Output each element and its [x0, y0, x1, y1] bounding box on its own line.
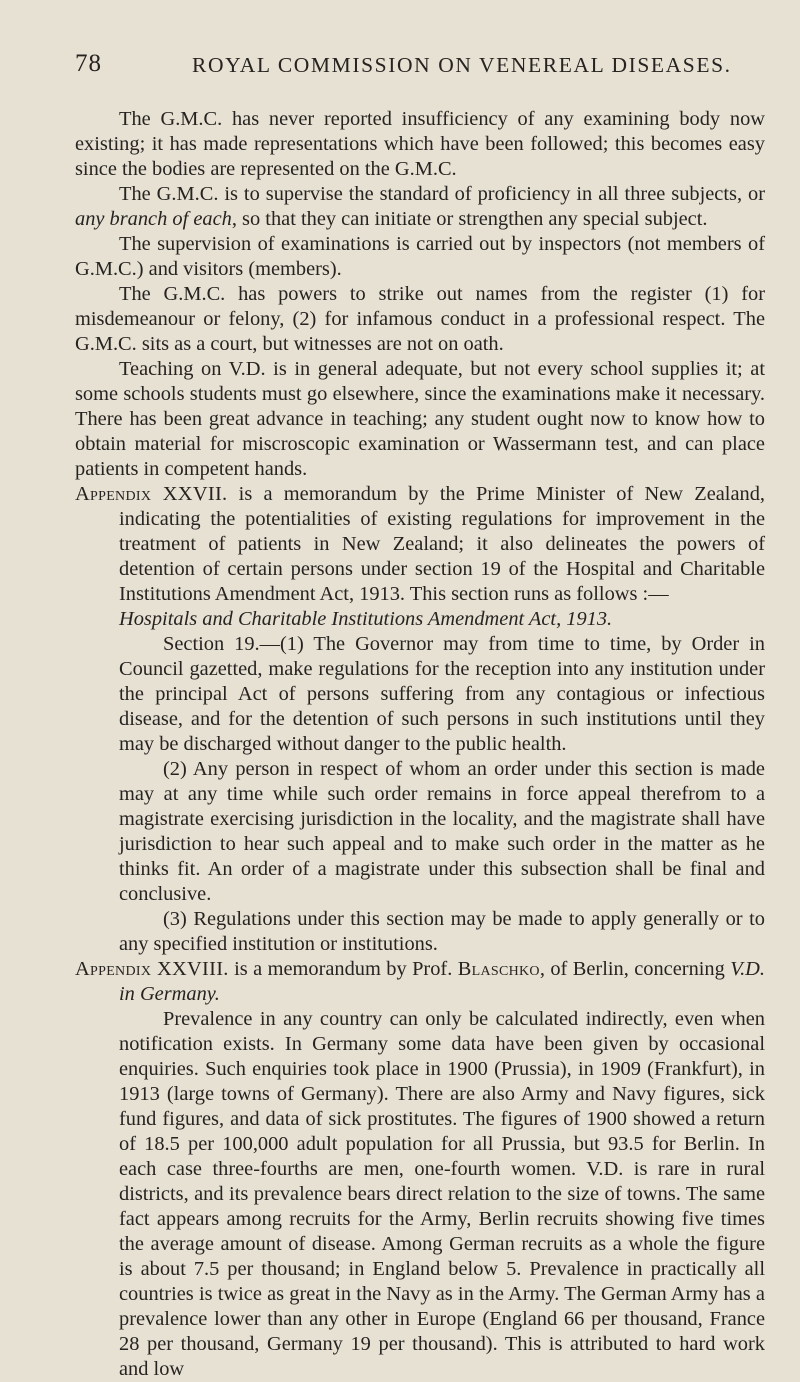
act-title: Hospitals and Charitable Institutions Amendment Act, 1913. [119, 608, 613, 630]
paragraph-vd-teaching: Teaching on V.D. is in general adequate, but not every school supplies it; at some schools students must go elsewhere, since the examinations make it necessary. There has been great advance in teaching; any student ought now to know how to obtain material for miscroscopic examination or Wassermann test, and can place patients in competent hands. [75, 358, 765, 480]
act-section-2: (2) Any person in respect of whom an order under this section is made may at any time while such order remains in force appeal therefrom to a magistrate exercising jurisdiction in the locality, and the magistrate shall have jurisdiction to hear such appeal and to make such order in the matter as he thinks fit. An order of a magistrate under this subsection shall be final and conclusive. [119, 758, 765, 905]
running-head: ROYAL COMMISSION ON VENEREAL DISEASES. [192, 53, 732, 77]
page-header [75, 50, 765, 90]
paragraph-gmc-examining-bodies: The G.M.C. has never reported insufficiency of any examining body now existing; it has made representations which have been followed; this becomes easy since the bodies are represented on the G.M.C. [75, 108, 765, 180]
appendix-text: is a memorandum by the Prime Minister of New Zealand, indicating the potentialities of existing regulations for improvement in the treatment of patients in New Zealand; it also delineates the powers of detention of certain persons under section 19 of the Hospital and Charitable Institutions Amendment Act, 1913. This section runs as follows :— [119, 483, 766, 605]
appendix-xxviii-intro [75, 957, 765, 1007]
appendix-label: Appendix XXVII. [75, 483, 228, 505]
appendix-xxvii-intro [75, 482, 765, 607]
author-name: Blaschko [457, 958, 540, 980]
appendix-text: , of Berlin, concerning [539, 958, 731, 980]
paragraph-examination-inspectors: The supervision of examinations is carried out by inspectors (not members of G.M.C.) and visitors (members). [75, 233, 765, 280]
paragraph-germany-prevalence: Prevalence in any country can only be calculated indirectly, even when notification exists. In Germany some data have been given by occasional enquiries. Such enquiries took place in 1900 (Prussia), in 1909 (Frankfurt), in 1913 (large towns of Germany). There are also Army and Navy figures, sick fund figures, and data of sick prostitutes. The figures of 1900 showed a return of 18.5 per 100,000 adult population for all Prussia, but 93.5 for Berlin. In each case three-fourths are men, one-fourth women. V.D. is rare in rural districts, and its prevalence bears direct relation to the size of towns. The same fact appears among recruits for the Army, Berlin recruits showing five times the average amount of disease. Among German recruits as a whole the figure is about 7.5 per thousand; in England below 5. Prevalence in practically all countries is twice as great in the Navy as in the Army. The German Army has a prevalence lower than any other in Europe (England 66 per thousand, France 28 per thousand, Germany 19 per thousand). This is attributed to hard work and low [119, 1008, 765, 1380]
text-run: The G.M.C. is to supervise the standard of proficiency in all three subjects, or [119, 183, 765, 205]
act-section-1: Section 19.—(1) The Governor may from time to time, by Order in Council gazetted, make regulations for the reception into any institution under the principal Act of persons suffering from any contagious or infectious disease, and for the detention of such persons in such institutions until they may be discharged without danger to the public health. [119, 633, 765, 755]
act-section-3: (3) Regulations under this section may be made to apply generally or to any specified institution or institutions. [119, 908, 765, 955]
italic-phrase: any branch of each [75, 208, 232, 230]
page-body [75, 107, 765, 1382]
appendix-text: is a memorandum by Prof. [228, 958, 458, 980]
act-quotation [75, 632, 765, 957]
text-run: , so that they can initiate or strengthen any special subject. [231, 208, 708, 230]
page-number: 78 [75, 50, 102, 77]
paragraph-gmc-powers: The G.M.C. has powers to strike out names from the register (1) for misdemeanour or felony, (2) for infamous conduct in a professional respect. The G.M.C. sits as a court, but witnesses are not on oath. [75, 283, 765, 355]
appendix-topic: V.D. in Germany. [119, 958, 765, 1005]
paragraph-gmc-supervision [75, 182, 765, 232]
appendix-label: Appendix XXVIII. [75, 958, 229, 980]
